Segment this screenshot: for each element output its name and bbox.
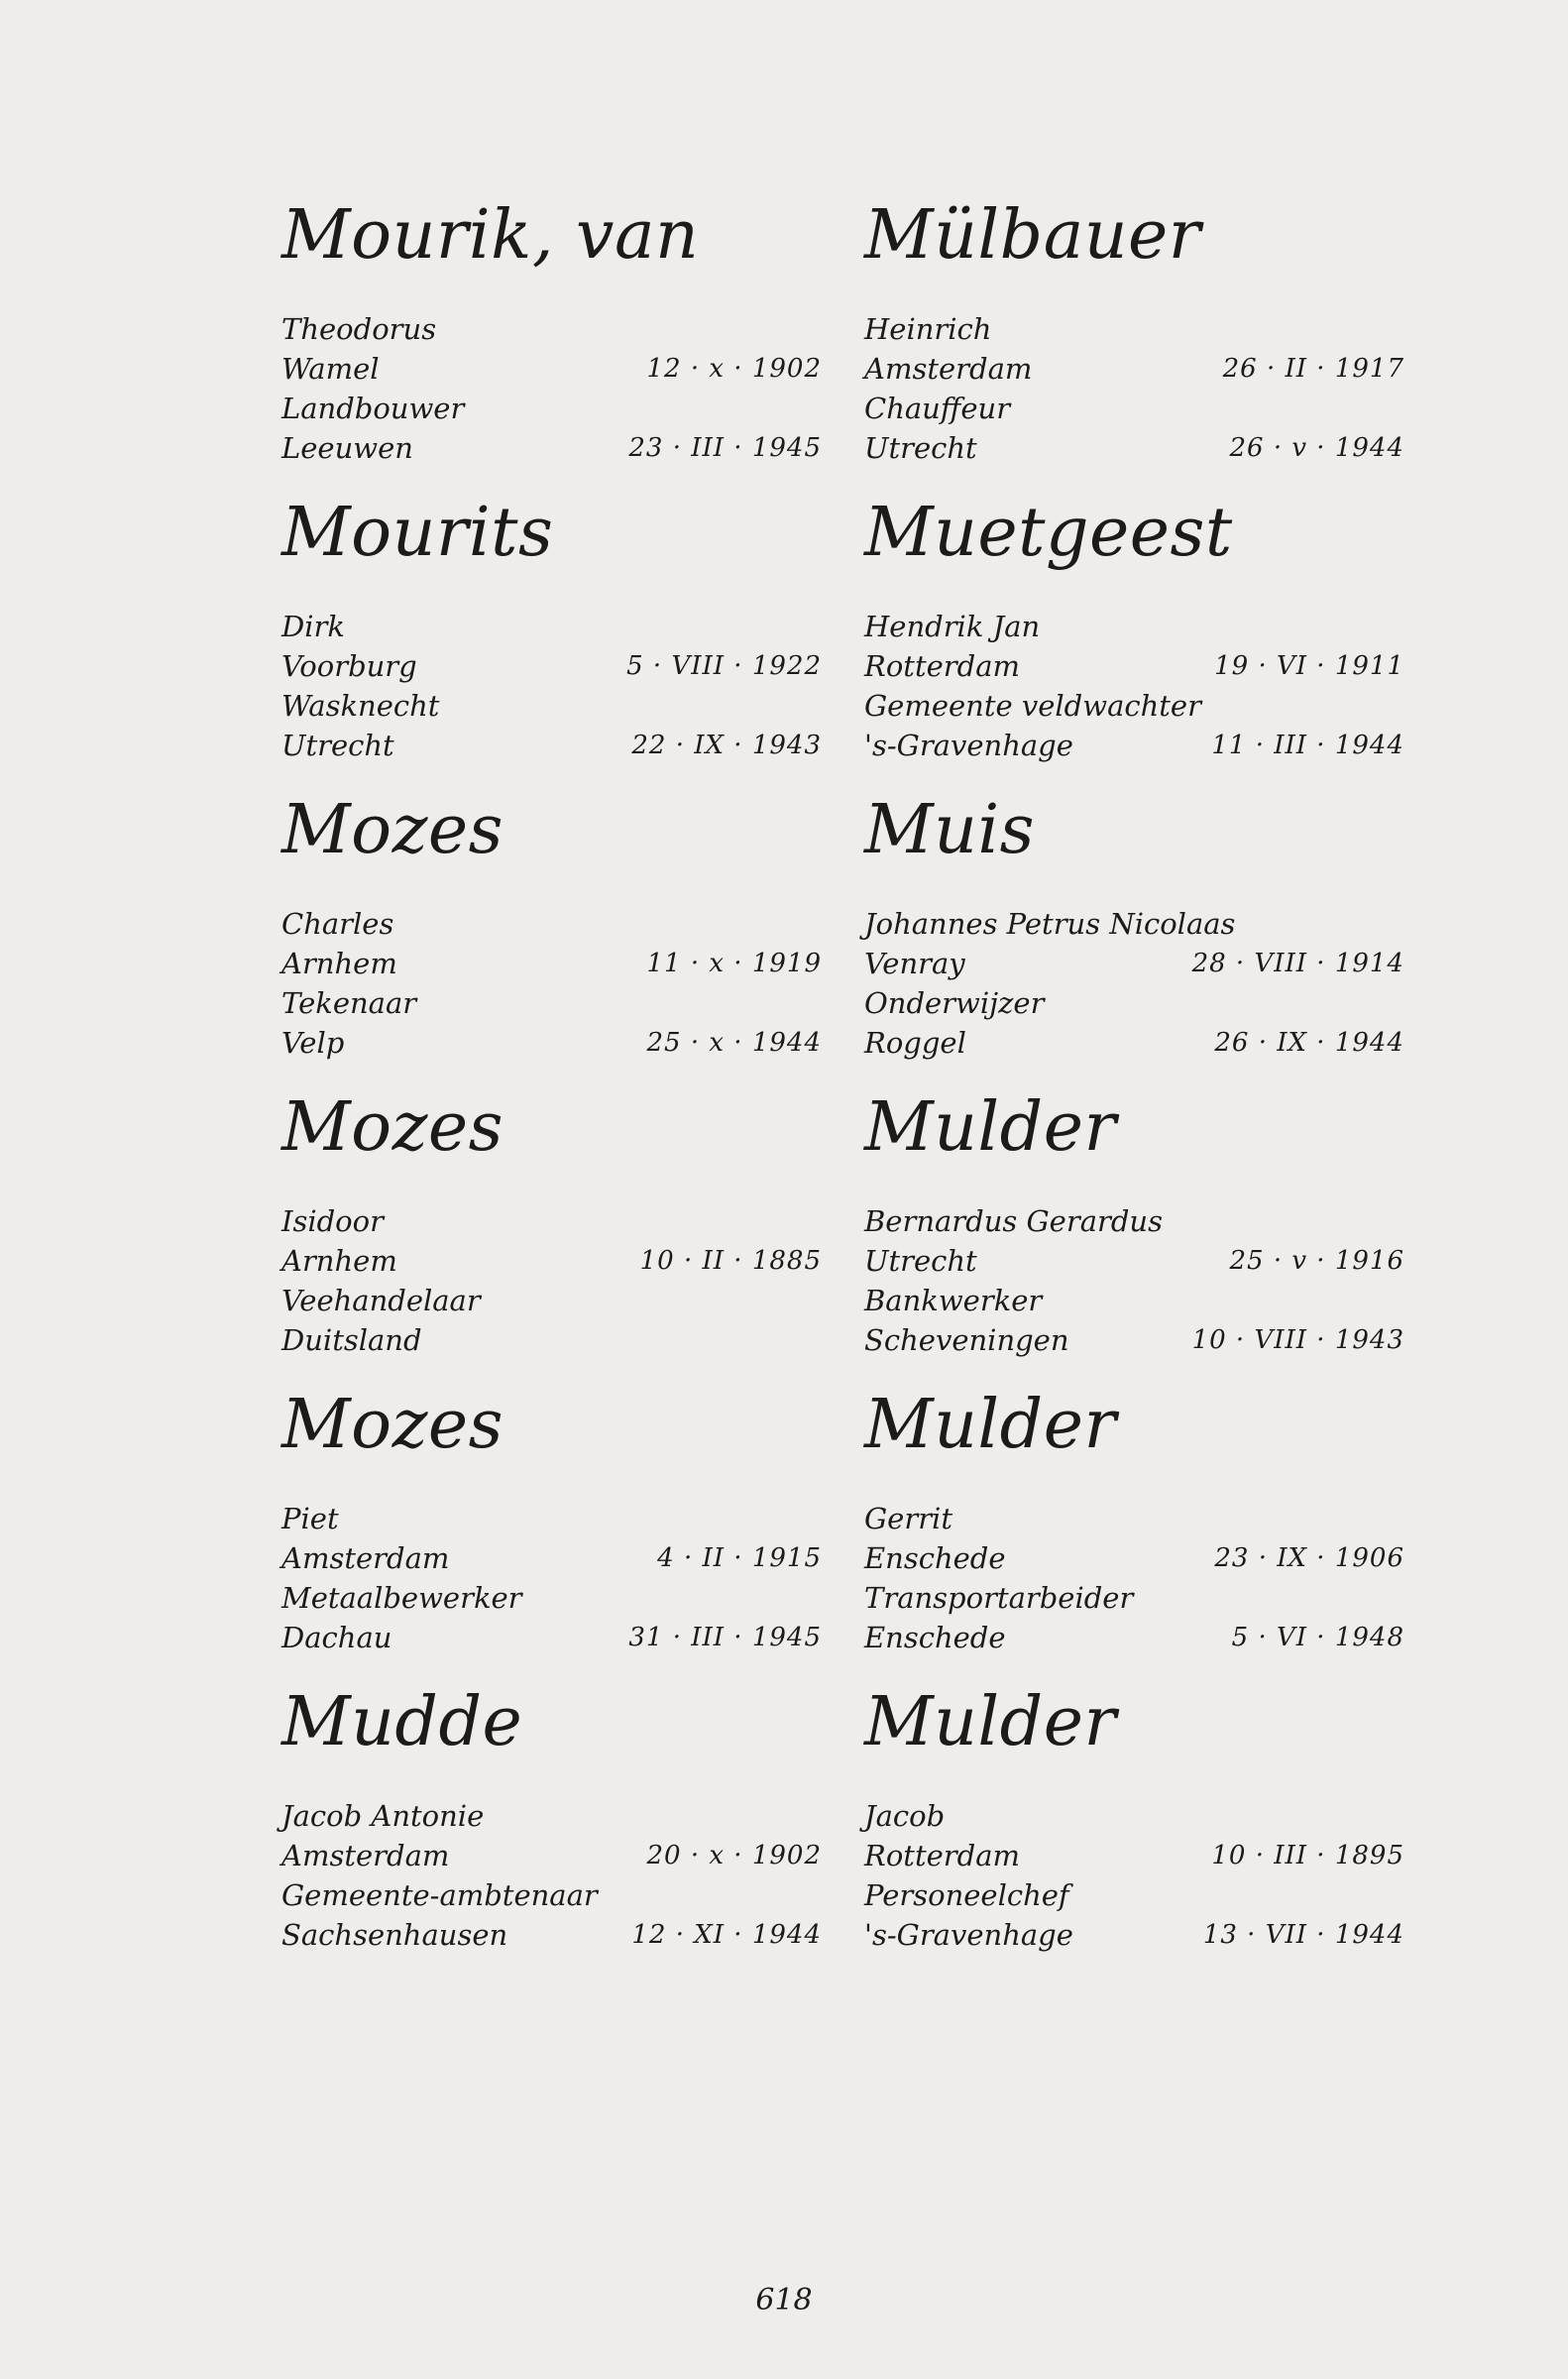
surname-heading: Muetgeest — [864, 494, 1233, 572]
given-names: Gerrit — [864, 1502, 952, 1535]
occupation-line — [864, 983, 1404, 1023]
birth-date: 12 · x · 1902 — [646, 354, 822, 384]
given-names: Dirk — [281, 610, 345, 643]
death-date: 31 · III · 1945 — [628, 1623, 822, 1652]
occupation: Gemeente-ambtenaar — [281, 1878, 598, 1912]
given-names: Isidoor — [281, 1204, 384, 1238]
occupation-line — [864, 686, 1404, 726]
given-names-line — [281, 309, 822, 349]
birth-line — [864, 1538, 1404, 1578]
birth-place: Arnhem — [281, 1244, 397, 1278]
page-number: 618 — [755, 2283, 813, 2318]
death-place: Duitsland — [281, 1323, 422, 1357]
death-line — [281, 1618, 822, 1657]
birth-date: 23 · IX · 1906 — [1214, 1543, 1404, 1573]
death-line — [864, 1618, 1404, 1657]
left-column — [281, 194, 822, 1979]
death-line — [864, 428, 1404, 468]
birth-line — [864, 349, 1404, 389]
right-column — [864, 194, 1404, 1979]
surname-heading: Mourits — [281, 494, 554, 572]
given-names-line — [864, 1201, 1404, 1241]
birth-line — [281, 646, 822, 686]
birth-date: 28 · VIII · 1914 — [1191, 949, 1404, 978]
death-place: Leeuwen — [281, 431, 413, 465]
death-line — [864, 1023, 1404, 1063]
person-entry — [281, 492, 822, 789]
birth-line — [864, 1836, 1404, 1875]
given-names: Jacob — [864, 1799, 946, 1833]
death-place: Scheveningen — [864, 1323, 1069, 1357]
birth-place: Enschede — [864, 1541, 1006, 1575]
birth-place: Amsterdam — [864, 352, 1033, 386]
given-names-line — [864, 607, 1404, 646]
death-place: Utrecht — [864, 431, 977, 465]
occupation: Bankwerker — [864, 1284, 1043, 1317]
death-place: Enschede — [864, 1621, 1006, 1654]
birth-date: 5 · VIII · 1922 — [626, 651, 822, 681]
occupation-line — [864, 389, 1404, 428]
occupation: Wasknecht — [281, 689, 440, 723]
given-names: Charles — [281, 907, 394, 941]
given-names: Heinrich — [864, 312, 992, 346]
death-date: 23 · III · 1945 — [628, 433, 822, 463]
birth-place: Rotterdam — [864, 649, 1020, 683]
birth-line — [864, 646, 1404, 686]
surname-heading: Mozes — [281, 1386, 504, 1464]
given-names-line — [864, 309, 1404, 349]
given-names-line — [281, 607, 822, 646]
birth-date: 20 · x · 1902 — [646, 1841, 822, 1870]
birth-date: 10 · III · 1895 — [1211, 1841, 1404, 1870]
person-entry — [864, 1681, 1404, 1979]
death-date: 26 · v · 1944 — [1229, 433, 1404, 463]
person-entry — [281, 789, 822, 1086]
person-entry — [281, 1384, 822, 1681]
occupation-line — [281, 389, 822, 428]
occupation-line — [864, 1875, 1404, 1915]
person-entry — [281, 194, 822, 492]
death-place: 's-Gravenhage — [864, 729, 1073, 762]
surname-heading: Mourik, van — [281, 196, 700, 275]
birth-place: Arnhem — [281, 947, 397, 980]
surname-heading: Mudde — [281, 1683, 523, 1761]
surname-heading: Mulder — [864, 1088, 1117, 1167]
surname-heading: Mülbauer — [864, 196, 1201, 275]
given-names-line — [281, 1796, 822, 1836]
birth-line — [281, 1836, 822, 1875]
birth-line — [281, 1538, 822, 1578]
birth-place: Voorburg — [281, 649, 417, 683]
birth-place: Rotterdam — [864, 1839, 1020, 1872]
given-names: Johannes Petrus Nicolaas — [864, 907, 1236, 941]
given-names-line — [864, 1796, 1404, 1836]
birth-line — [281, 349, 822, 389]
surname-heading: Mozes — [281, 1088, 504, 1167]
given-names: Jacob Antonie — [281, 1799, 485, 1833]
given-names: Piet — [281, 1502, 339, 1535]
death-line — [864, 1915, 1404, 1955]
death-date: 10 · VIII · 1943 — [1191, 1325, 1404, 1355]
birth-date: 19 · VI · 1911 — [1214, 651, 1404, 681]
occupation: Transportarbeider — [864, 1581, 1134, 1615]
given-names: Theodorus — [281, 312, 437, 346]
person-entry — [281, 1681, 822, 1979]
person-entry — [864, 492, 1404, 789]
occupation-line — [864, 1578, 1404, 1618]
occupation: Metaalbewerker — [281, 1581, 522, 1615]
death-place: Velp — [281, 1026, 345, 1060]
occupation: Personeelchef — [864, 1878, 1069, 1912]
given-names: Hendrik Jan — [864, 610, 1041, 643]
surname-heading: Mulder — [864, 1386, 1117, 1464]
birth-date: 25 · v · 1916 — [1229, 1246, 1404, 1276]
death-date: 22 · IX · 1943 — [631, 731, 822, 760]
death-line — [864, 726, 1404, 765]
death-date: 5 · VI · 1948 — [1231, 1623, 1404, 1652]
occupation-line — [281, 1875, 822, 1915]
occupation: Onderwijzer — [864, 986, 1045, 1020]
occupation-line — [864, 1281, 1404, 1320]
death-date: 26 · IX · 1944 — [1214, 1028, 1404, 1058]
occupation: Tekenaar — [281, 986, 417, 1020]
occupation-line — [281, 1281, 822, 1320]
occupation: Gemeente veldwachter — [864, 689, 1201, 723]
death-line — [281, 1915, 822, 1955]
birth-line — [864, 944, 1404, 983]
birth-date: 10 · II · 1885 — [639, 1246, 822, 1276]
given-names-line — [864, 904, 1404, 944]
death-date: 11 · III · 1944 — [1211, 731, 1404, 760]
death-place: Utrecht — [281, 729, 394, 762]
birth-date: 26 · II · 1917 — [1222, 354, 1404, 384]
person-entry — [864, 1086, 1404, 1384]
birth-place: Venray — [864, 947, 965, 980]
death-line — [864, 1320, 1404, 1360]
birth-date: 11 · x · 1919 — [646, 949, 822, 978]
death-line — [281, 1023, 822, 1063]
birth-date: 4 · II · 1915 — [657, 1543, 822, 1573]
death-date: 12 · XI · 1944 — [631, 1920, 822, 1950]
occupation-line — [281, 983, 822, 1023]
person-entry — [864, 1384, 1404, 1681]
death-date: 13 · VII · 1944 — [1202, 1920, 1404, 1950]
birth-line — [281, 1241, 822, 1281]
surname-heading: Mulder — [864, 1683, 1117, 1761]
birth-line — [864, 1241, 1404, 1281]
birth-place: Amsterdam — [281, 1541, 450, 1575]
occupation: Veehandelaar — [281, 1284, 481, 1317]
person-entry — [281, 1086, 822, 1384]
occupation: Chauffeur — [864, 392, 1011, 425]
given-names-line — [281, 1499, 822, 1538]
given-names-line — [281, 904, 822, 944]
occupation-line — [281, 686, 822, 726]
given-names: Bernardus Gerardus — [864, 1204, 1163, 1238]
birth-place: Utrecht — [864, 1244, 977, 1278]
birth-place: Amsterdam — [281, 1839, 450, 1872]
death-place: Dachau — [281, 1621, 392, 1654]
occupation-line — [281, 1578, 822, 1618]
death-line — [281, 1320, 822, 1360]
given-names-line — [864, 1499, 1404, 1538]
person-entry — [864, 789, 1404, 1086]
death-line — [281, 428, 822, 468]
person-entry — [864, 194, 1404, 492]
death-place: 's-Gravenhage — [864, 1918, 1073, 1952]
birth-place: Wamel — [281, 352, 380, 386]
death-place: Roggel — [864, 1026, 966, 1060]
death-line — [281, 726, 822, 765]
birth-line — [281, 944, 822, 983]
death-place: Sachsenhausen — [281, 1918, 508, 1952]
occupation: Landbouwer — [281, 392, 465, 425]
surname-heading: Mozes — [281, 791, 504, 869]
surname-heading: Muis — [864, 791, 1036, 869]
death-date: 25 · x · 1944 — [646, 1028, 822, 1058]
given-names-line — [281, 1201, 822, 1241]
